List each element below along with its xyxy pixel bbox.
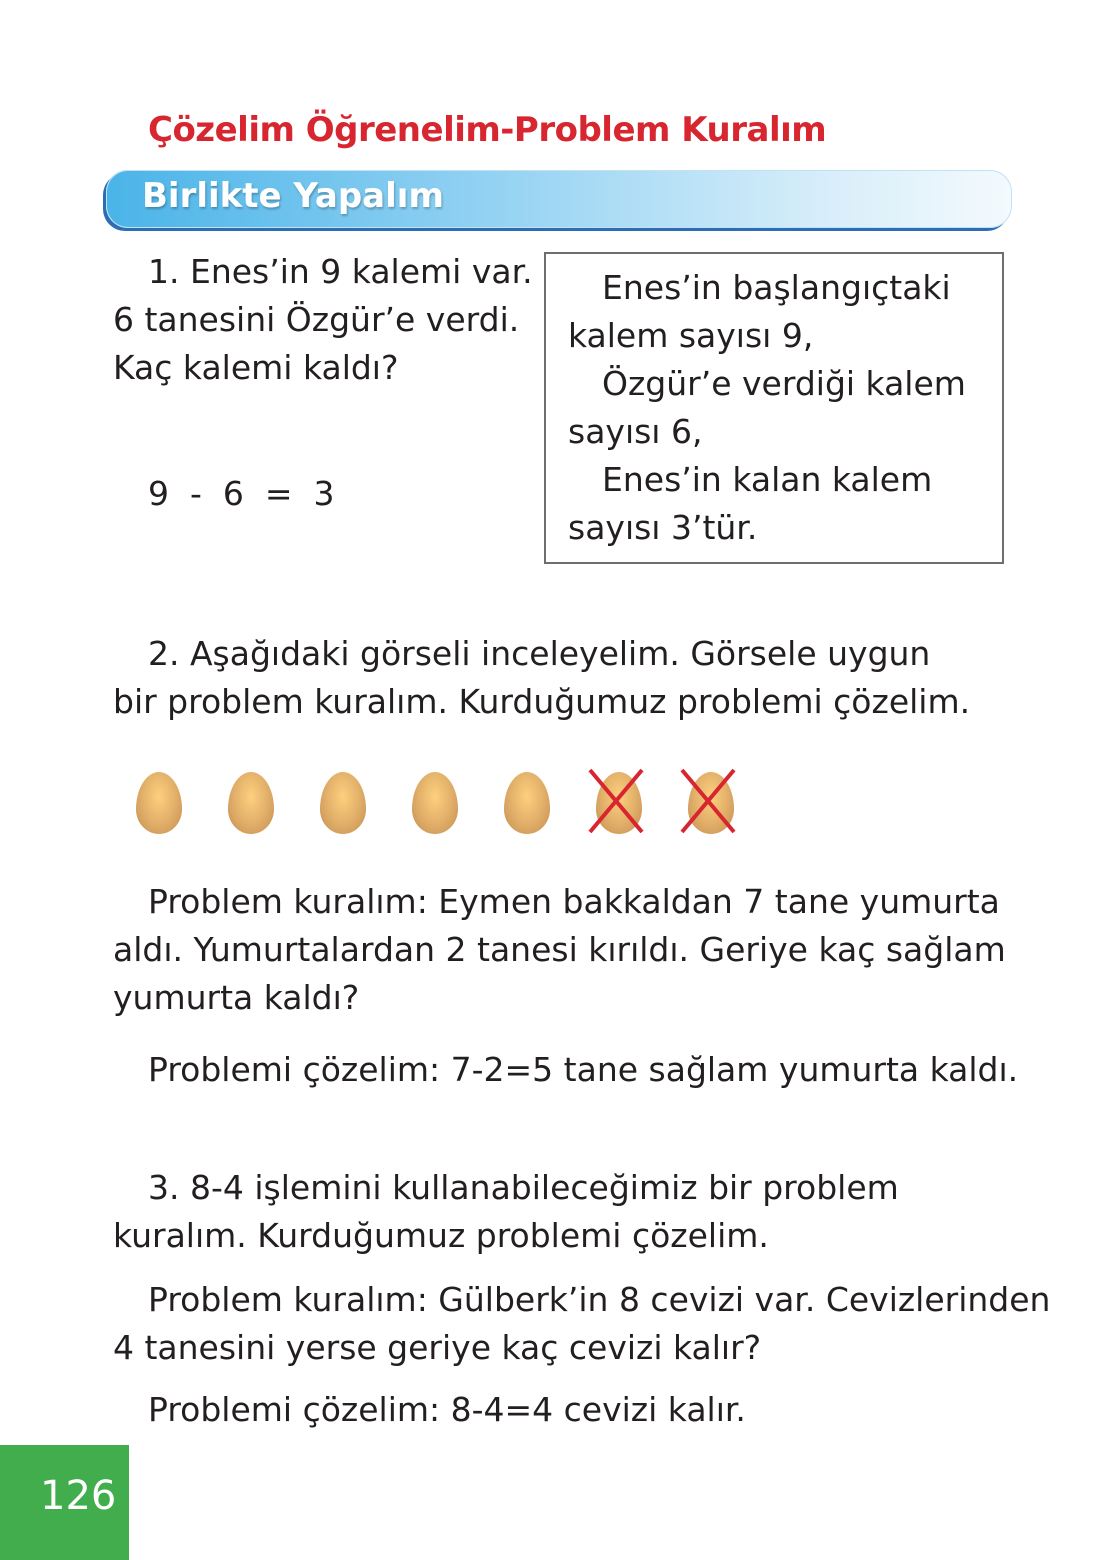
- egg-illustration: [130, 772, 770, 842]
- problem1-line-1: 1. Enes’in 9 kalemi var.: [148, 252, 533, 291]
- egg-icon: [320, 772, 366, 834]
- egg-icon: [504, 772, 550, 834]
- section-title: Çözelim Öğrenelim-Problem Kuralım: [148, 110, 827, 150]
- problem3-problem-line-1: Problem kuralım: Gülberk’in 8 cevizi var. Cevizlerinden: [148, 1280, 1051, 1319]
- problem2-problem-line-1: Problem kuralım: Eymen bakkaldan 7 tane yumurta: [148, 882, 1000, 921]
- egg-icon: [136, 772, 182, 834]
- problem2-line-1: 2. Aşağıdaki görseli inceleyelim. Görsele uygun: [148, 634, 931, 673]
- page-number-badge: [0, 1445, 129, 1560]
- page-number: 126: [40, 1473, 117, 1519]
- box-line-4: sayısı 6,: [568, 412, 703, 451]
- problem2-problem-line-3: yumurta kaldı?: [113, 978, 360, 1017]
- explanation-box: [544, 252, 1004, 564]
- problem1-line-2: 6 tanesini Özgür’e verdi.: [113, 300, 520, 339]
- egg-icon: [412, 772, 458, 834]
- activity-banner: [106, 170, 1012, 228]
- problem3-line-2: kuralım. Kurduğumuz problemi çözelim.: [113, 1216, 769, 1255]
- box-line-2: kalem sayısı 9,: [568, 316, 814, 355]
- cross-mark-icon: [678, 766, 738, 836]
- problem3-solution: Problemi çözelim: 8-4=4 cevizi kalır.: [148, 1390, 746, 1429]
- problem1-equation: 9 - 6 = 3: [148, 474, 335, 513]
- problem2-line-2: bir problem kuralım. Kurduğumuz problemi çözelim.: [113, 682, 971, 721]
- problem1-line-3: Kaç kalemi kaldı?: [113, 348, 399, 387]
- egg-icon: [228, 772, 274, 834]
- box-line-6: sayısı 3’tür.: [568, 508, 758, 547]
- box-line-3: Özgür’e verdiği kalem: [602, 364, 966, 403]
- problem2-solution: Problemi çözelim: 7-2=5 tane sağlam yumurta kaldı.: [148, 1050, 1019, 1089]
- cross-mark-icon: [586, 766, 646, 836]
- box-line-1: Enes’in başlangıçtaki: [602, 268, 951, 307]
- banner-label: Birlikte Yapalım: [142, 176, 444, 216]
- problem3-line-1: 3. 8-4 işlemini kullanabileceğimiz bir problem: [148, 1168, 899, 1207]
- problem3-problem-line-2: 4 tanesini yerse geriye kaç cevizi kalır?: [113, 1328, 762, 1367]
- box-line-5: Enes’in kalan kalem: [602, 460, 933, 499]
- problem2-problem-line-2: aldı. Yumurtalardan 2 tanesi kırıldı. Geriye kaç sağlam: [113, 930, 1006, 969]
